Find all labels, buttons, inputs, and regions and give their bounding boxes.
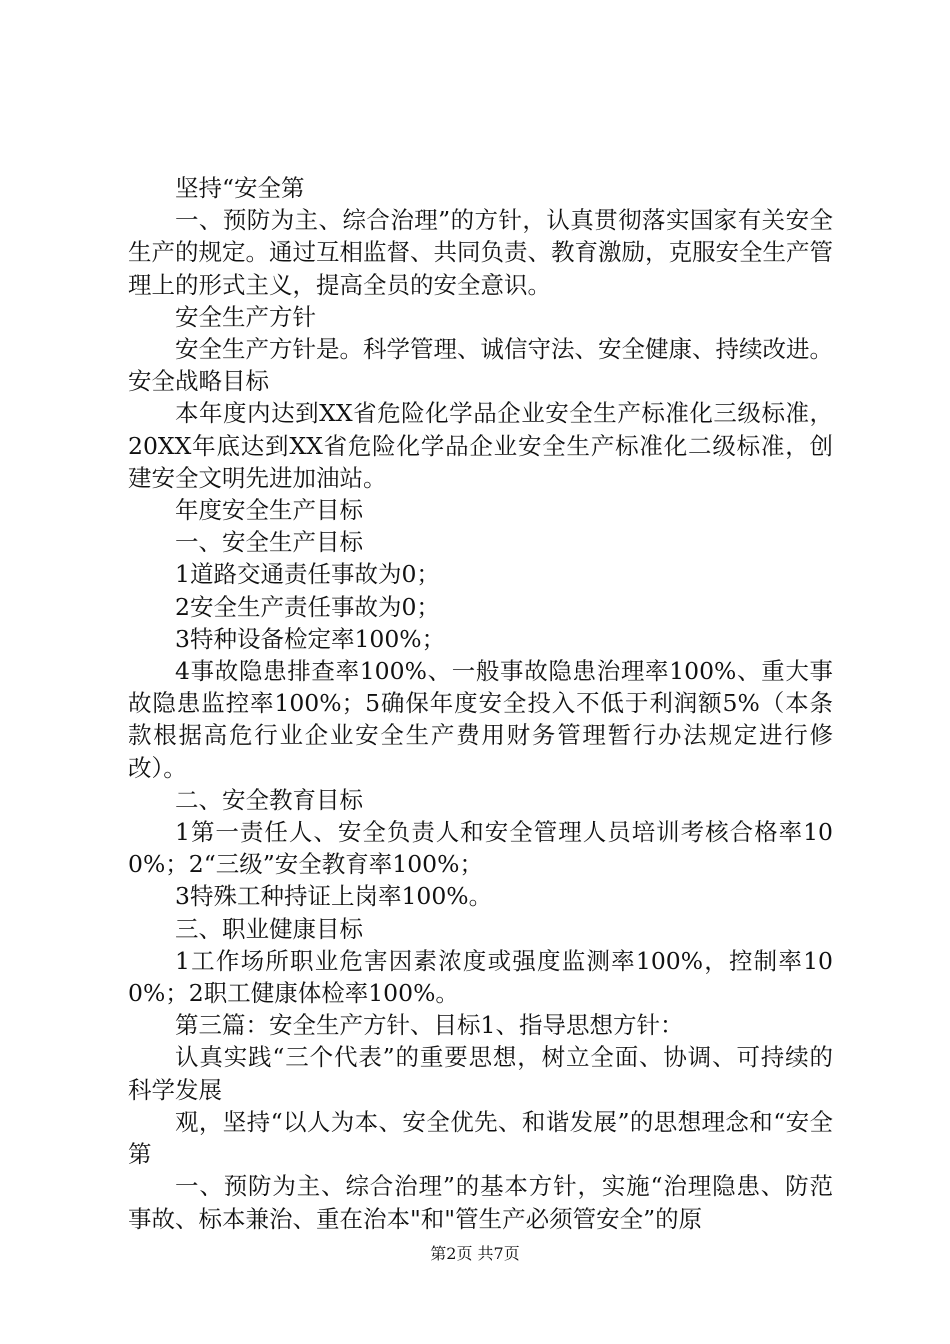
section-heading: 年度安全生产目标	[175, 496, 363, 525]
subsection-heading: 一、安全生产目标	[175, 528, 363, 557]
section-heading: 安全生产方针	[175, 302, 316, 331]
list-item: 1道路交通责任事故为0；	[175, 560, 440, 589]
list-item: 2安全生产责任事故为0；	[175, 592, 440, 621]
paragraph: 坚持“安全第	[175, 174, 305, 202]
section-heading: 第三篇：安全生产方针、目标1、指导思想方针：	[175, 1011, 684, 1040]
paragraph: 安全生产方针是。科学管理、诚信守法、安全健康、持续改进。安全战略目标	[128, 335, 833, 396]
subsection-heading: 二、安全教育目标	[175, 785, 363, 814]
list-item: 1工作场所职业危害因素浓度或强度监测率100%，控制率100%；2职工健康体检率100%。	[128, 946, 833, 1008]
paragraph: 本年度内达到XX省危险化学品企业安全生产标准化三级标准，20XX年底达到XX省危险化学品企业安全生产标准化二级标准，创建安全文明先进加油站。	[128, 399, 833, 492]
paragraph: 观，坚持“以人为本、安全优先、和谐发展”的思想理念和“安全第	[128, 1107, 833, 1169]
paragraph: 一、预防为主、综合治理”的方针，认真贯彻落实国家有关安全生产的规定。通过互相监督、共同负责、教育激励，克服安全生产管理上的形式主义，提高全员的安全意识。	[128, 206, 833, 299]
document-body	[128, 172, 833, 1235]
list-item: 3特殊工种持证上岗率100%。	[175, 882, 493, 911]
list-item: 3特种设备检定率100%；	[175, 624, 446, 653]
list-item: 1第一责任人、安全负责人和安全管理人员培训考核合格率100%；2“三级”安全教育率100%；	[128, 818, 833, 879]
paragraph: 一、预防为主、综合治理”的基本方针，实施“治理隐患、防范事故、标本兼治、重在治本"和"管生产必须管安全”的原	[128, 1172, 833, 1233]
paragraph: 认真实践“三个代表”的重要思想，树立全面、协调、可持续的科学发展	[128, 1043, 833, 1104]
list-item: 4事故隐患排查率100%、一般事故隐患治理率100%、重大事故隐患监控率100%；5确保年度安全投入不低于利润额5%（本条款根据高危行业企业安全生产费用财务管理暂行办法规定进行修改）。	[128, 657, 833, 782]
page-number-footer: 第2页 共7页	[430, 1244, 520, 1263]
subsection-heading: 三、职业健康目标	[175, 914, 363, 943]
